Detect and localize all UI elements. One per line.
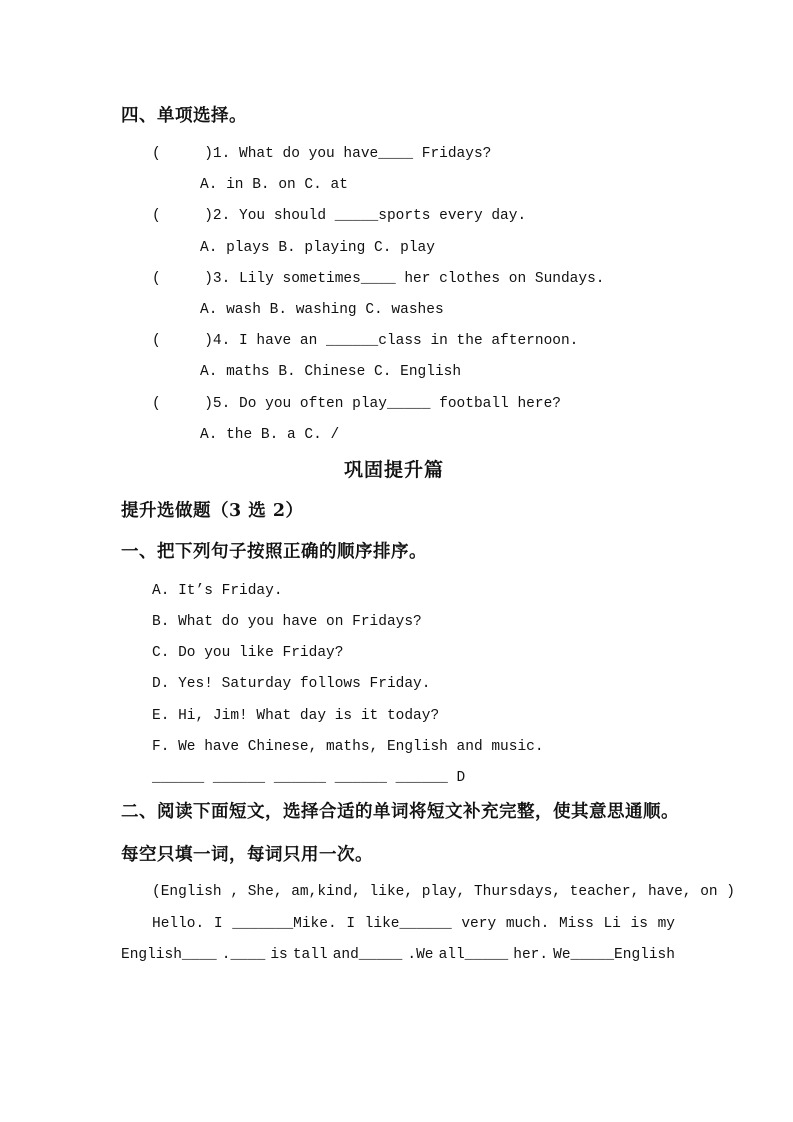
passage-word: is xyxy=(270,947,288,963)
passage-word: Hello. xyxy=(152,916,205,932)
sentence-c: C. Do you like Friday? xyxy=(152,645,344,661)
question-1-stem: ( )1. What do you have____ Fridays? xyxy=(152,146,492,162)
passage-blank: _______Mike. xyxy=(232,916,337,932)
passage-blank: We_____English xyxy=(553,947,675,963)
question-3-options: A. wash B. washing C. washes xyxy=(200,302,444,318)
passage-line-1 xyxy=(152,917,675,932)
word-bank: (English , She, am,kind, like, play, Thursdays, teacher, have, on ) xyxy=(152,884,735,900)
question-5-stem: ( )5. Do you often play_____ football here? xyxy=(152,396,561,412)
passage-blank: like______ xyxy=(364,916,452,932)
question-2-options: A. plays B. playing C. play xyxy=(200,240,435,256)
section-two-heading-line2: 每空只填一词，每词只用一次。 xyxy=(121,845,373,865)
passage-blank: and_____ xyxy=(332,947,403,963)
passage-line-2 xyxy=(121,948,675,963)
passage-word: Miss xyxy=(558,916,594,932)
passage-word: I xyxy=(213,916,223,932)
consolidation-title: 巩固提升篇 xyxy=(344,459,445,481)
sentence-b: B. What do you have on Fridays? xyxy=(152,614,422,630)
sentence-a: A. It’s Friday. xyxy=(152,583,283,599)
passage-word: I xyxy=(346,916,356,932)
section-four-heading: 四、单项选择。 xyxy=(121,106,247,126)
passage-word: very xyxy=(461,916,497,932)
section-one-heading: 一、把下列句子按照正确的顺序排序。 xyxy=(121,542,427,562)
consolidation-subtitle: 提升选做题（3 选 2） xyxy=(121,501,304,521)
section-two-heading-line1: 二、阅读下面短文，选择合适的单词将短文补充完整，使其意思通顺。 xyxy=(121,802,679,822)
passage-word: .We xyxy=(407,947,434,963)
passage-blank: English____ xyxy=(121,947,217,963)
sentence-e: E. Hi, Jim! What day is it today? xyxy=(152,708,440,724)
question-1-options: A. in B. on C. at xyxy=(200,177,348,193)
passage-word: much. xyxy=(505,916,550,932)
passage-word: her. xyxy=(513,947,549,963)
passage-blank: all_____ xyxy=(438,947,509,963)
question-3-stem: ( )3. Lily sometimes____ her clothes on Sundays. xyxy=(152,271,605,287)
sentence-d: D. Yes! Saturday follows Friday. xyxy=(152,676,431,692)
question-5-options: A. the B. a C. / xyxy=(200,427,340,443)
passage-blank: .____ xyxy=(221,947,266,963)
passage-word: tall xyxy=(292,947,328,963)
passage-word: my xyxy=(657,916,675,932)
passage-word: is xyxy=(630,916,648,932)
question-4-stem: ( )4. I have an ______class in the afternoon. xyxy=(152,333,579,349)
question-2-stem: ( )2. You should _____sports every day. xyxy=(152,208,527,224)
sentence-f: F. We have Chinese, maths, English and music. xyxy=(152,739,544,755)
question-4-options: A. maths B. Chinese C. English xyxy=(200,364,462,380)
ordering-answer-line: ______ ______ ______ ______ ______ D xyxy=(152,770,466,786)
passage-word: Li xyxy=(603,916,621,932)
